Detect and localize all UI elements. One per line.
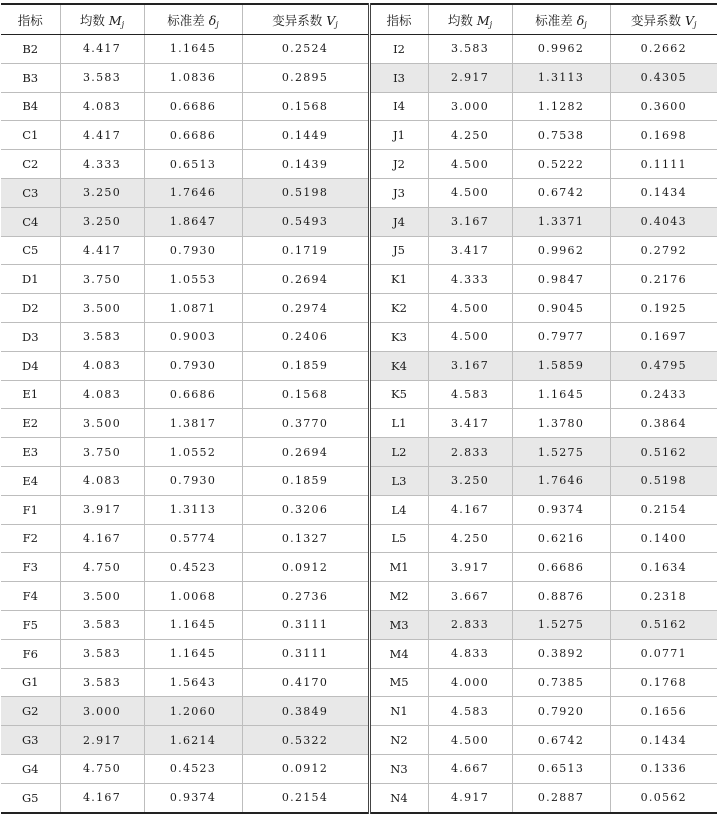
indicator-cell: C2	[1, 150, 60, 179]
cv-cell: 0.2406	[242, 322, 369, 351]
sd-cell: 0.4523	[144, 754, 242, 783]
indicator-cell: L1	[369, 409, 428, 438]
cv-cell: 0.2524	[242, 35, 369, 64]
indicator-cell: G4	[1, 754, 60, 783]
header-sd: 标准差 $\delta_j$	[512, 4, 610, 35]
indicator-cell: N1	[369, 697, 428, 726]
cv-cell: 0.2154	[610, 495, 717, 524]
cv-cell: 0.5162	[610, 438, 717, 467]
indicator-cell: E4	[1, 466, 60, 495]
table-row	[1, 35, 717, 64]
sd-cell: 1.5275	[512, 610, 610, 639]
cv-cell: 0.2176	[610, 265, 717, 294]
indicator-cell: L2	[369, 438, 428, 467]
sd-cell: 1.5275	[512, 438, 610, 467]
mean-cell: 4.500	[428, 294, 512, 323]
cv-cell: 0.3864	[610, 409, 717, 438]
cv-cell: 0.0912	[242, 553, 369, 582]
sd-cell: 0.7385	[512, 668, 610, 697]
mean-cell: 3.250	[60, 178, 144, 207]
mean-cell: 4.583	[428, 380, 512, 409]
cv-cell: 0.2154	[242, 783, 369, 812]
sd-cell: 1.3113	[144, 495, 242, 524]
table-row	[1, 726, 717, 755]
mean-cell: 4.083	[60, 380, 144, 409]
mean-cell: 3.250	[428, 466, 512, 495]
cv-cell: 0.1336	[610, 754, 717, 783]
indicator-cell: C1	[1, 121, 60, 150]
cv-cell: 0.4795	[610, 351, 717, 380]
indicator-cell: M5	[369, 668, 428, 697]
indicator-cell: C3	[1, 178, 60, 207]
cv-cell: 0.5198	[610, 466, 717, 495]
cv-cell: 0.3849	[242, 697, 369, 726]
sd-cell: 1.3780	[512, 409, 610, 438]
sd-cell: 1.3817	[144, 409, 242, 438]
cv-cell: 0.0562	[640, 791, 687, 805]
sd-cell: 0.6686	[144, 92, 242, 121]
sd-cell: 0.6513	[512, 754, 610, 783]
mean-cell: 3.417	[428, 236, 512, 265]
indicator-cell: K2	[369, 294, 428, 323]
mean-cell: 4.583	[428, 697, 512, 726]
header-row	[1, 4, 717, 35]
indicator-cell: J4	[369, 207, 428, 236]
mean-cell: 4.833	[428, 639, 512, 668]
mean-cell: 4.500	[428, 322, 512, 351]
cv-cell: 0.1719	[242, 236, 369, 265]
cv-cell: 0.1434	[610, 178, 717, 207]
sd-cell: 0.7977	[512, 322, 610, 351]
table-row	[1, 783, 717, 812]
mean-cell: 3.583	[60, 63, 144, 92]
sd-cell: 0.9374	[512, 495, 610, 524]
indicator-cell: N2	[369, 726, 428, 755]
mean-cell: 4.500	[428, 726, 512, 755]
sd-cell: 1.6214	[144, 726, 242, 755]
mean-cell: 4.167	[428, 495, 512, 524]
sd-cell: 0.7930	[144, 351, 242, 380]
indicator-cell: F1	[1, 495, 60, 524]
indicator-cell: J1	[369, 121, 428, 150]
sd-cell: 1.7646	[144, 178, 242, 207]
table-row	[1, 294, 717, 323]
sd-cell: 0.9045	[512, 294, 610, 323]
indicator-cell: I2	[369, 35, 428, 64]
mean-cell: 4.000	[428, 668, 512, 697]
indicator-cell: D2	[1, 294, 60, 323]
mean-cell: 3.000	[428, 92, 512, 121]
header-indicator: 指标	[369, 4, 428, 35]
cv-cell: 0.1439	[242, 150, 369, 179]
cv-cell: 0.1327	[242, 524, 369, 553]
cv-cell: 0.2694	[242, 265, 369, 294]
cv-cell: 0.4043	[610, 207, 717, 236]
mean-cell: 4.417	[60, 121, 144, 150]
table-row	[1, 466, 717, 495]
mean-cell: 4.250	[428, 121, 512, 150]
indicator-cell: E3	[1, 438, 60, 467]
table-row	[1, 524, 717, 553]
indicator-cell: F3	[1, 553, 60, 582]
table-row	[1, 351, 717, 380]
sd-cell: 1.1645	[144, 639, 242, 668]
indicator-cell: B2	[1, 35, 60, 64]
cv-cell: 0.0771	[610, 639, 717, 668]
statistics-table	[1, 3, 717, 814]
sd-cell: 0.9374	[144, 783, 242, 812]
indicator-cell: B4	[1, 92, 60, 121]
indicator-cell: F5	[1, 610, 60, 639]
indicator-cell: G3	[1, 726, 60, 755]
table-row	[1, 63, 717, 92]
cv-cell: 0.1568	[242, 380, 369, 409]
indicator-cell: M2	[369, 582, 428, 611]
indicator-cell: D3	[1, 322, 60, 351]
mean-cell: 4.083	[60, 351, 144, 380]
table-row	[1, 207, 717, 236]
indicator-cell: L4	[369, 495, 428, 524]
sd-cell: 0.5774	[144, 524, 242, 553]
cv-cell: 0.5322	[242, 726, 369, 755]
header-cv: 变异系数 $V_j$	[610, 4, 717, 35]
mean-cell: 2.833	[428, 438, 512, 467]
table-row	[1, 495, 717, 524]
sd-cell: 0.6686	[144, 121, 242, 150]
mean-cell: 4.083	[60, 466, 144, 495]
sd-cell: 1.0553	[144, 265, 242, 294]
indicator-cell: F2	[1, 524, 60, 553]
sd-cell: 1.0552	[144, 438, 242, 467]
indicator-cell: J5	[369, 236, 428, 265]
indicator-cell: K1	[369, 265, 428, 294]
cv-cell: 0.3206	[242, 495, 369, 524]
cv-cell: 0.3111	[242, 639, 369, 668]
table-row	[1, 610, 717, 639]
table-row	[1, 438, 717, 467]
indicator-cell: E1	[1, 380, 60, 409]
cv-cell: 0.1859	[242, 351, 369, 380]
cv-cell: 0.3770	[242, 409, 369, 438]
sd-cell: 1.1282	[512, 92, 610, 121]
sd-cell: 0.3892	[512, 639, 610, 668]
table-row	[1, 121, 717, 150]
sd-cell: 1.0068	[144, 582, 242, 611]
cv-cell: 0.2974	[242, 294, 369, 323]
mean-cell: 3.583	[60, 639, 144, 668]
table-row	[1, 639, 717, 668]
sd-cell: 0.9962	[512, 35, 610, 64]
cv-cell: 0.1768	[610, 668, 717, 697]
mean-cell: 3.750	[60, 265, 144, 294]
mean-cell: 4.167	[60, 783, 144, 812]
indicator-cell: E2	[1, 409, 60, 438]
indicator-cell: M1	[369, 553, 428, 582]
sd-cell: 1.2060	[144, 697, 242, 726]
sd-cell: 0.8876	[512, 582, 610, 611]
sd-cell: 0.7930	[144, 236, 242, 265]
mean-cell: 4.167	[60, 524, 144, 553]
table-row	[1, 754, 717, 783]
mean-cell: 4.333	[428, 265, 512, 294]
table-row	[1, 92, 717, 121]
indicator-cell: G2	[1, 697, 60, 726]
indicator-cell: D1	[1, 265, 60, 294]
sd-cell: 0.6742	[512, 178, 610, 207]
table-row	[1, 409, 717, 438]
sd-cell: 0.9962	[512, 236, 610, 265]
table-row	[1, 553, 717, 582]
sd-cell: 0.4523	[144, 553, 242, 582]
sd-cell: 0.6513	[144, 150, 242, 179]
sd-cell: 1.0871	[144, 294, 242, 323]
indicator-cell: I4	[369, 92, 428, 121]
mean-cell: 3.500	[60, 582, 144, 611]
indicator-cell: M4	[369, 639, 428, 668]
cv-cell: 0.1697	[610, 322, 717, 351]
mean-cell: 3.583	[60, 610, 144, 639]
mean-cell: 4.250	[428, 524, 512, 553]
table-row	[1, 697, 717, 726]
indicator-cell: N4	[369, 783, 428, 812]
sd-cell: 1.3371	[512, 207, 610, 236]
sd-cell: 1.1645	[512, 380, 610, 409]
header-mean: 均数 $M_j$	[60, 4, 144, 35]
mean-cell: 4.917	[428, 783, 512, 812]
mean-cell: 3.500	[60, 294, 144, 323]
sd-cell: 0.7930	[144, 466, 242, 495]
mean-cell: 4.750	[60, 553, 144, 582]
sd-cell: 0.2887	[512, 783, 610, 812]
cv-cell: 0.3111	[242, 610, 369, 639]
cv-cell: 0.1925	[610, 294, 717, 323]
sd-cell: 1.5643	[144, 668, 242, 697]
indicator-cell: C4	[1, 207, 60, 236]
table-row	[1, 322, 717, 351]
indicator-cell: I3	[369, 63, 428, 92]
sd-cell: 1.7646	[512, 466, 610, 495]
header-sd: 标准差 $\delta_j$	[144, 4, 242, 35]
cv-cell: 0.5198	[242, 178, 369, 207]
mean-cell: 3.417	[428, 409, 512, 438]
cv-cell: 0.1449	[242, 121, 369, 150]
cv-cell: 0.2318	[610, 582, 717, 611]
cv-cell: 0.1400	[610, 524, 717, 553]
indicator-cell: G1	[1, 668, 60, 697]
mean-cell: 4.667	[428, 754, 512, 783]
indicator-cell: F4	[1, 582, 60, 611]
indicator-cell: L3	[369, 466, 428, 495]
sd-cell: 0.9003	[144, 322, 242, 351]
mean-cell: 3.583	[428, 35, 512, 64]
mean-cell: 4.417	[60, 236, 144, 265]
cv-cell: 0.2895	[242, 63, 369, 92]
cv-cell: 0.0912	[242, 754, 369, 783]
cv-cell: 0.2792	[610, 236, 717, 265]
sd-cell: 0.5222	[512, 150, 610, 179]
cv-cell: 0.1698	[610, 121, 717, 150]
mean-cell: 3.917	[428, 553, 512, 582]
cv-cell: 0.1568	[242, 92, 369, 121]
table-row	[1, 236, 717, 265]
mean-cell: 3.167	[428, 351, 512, 380]
indicator-cell: F6	[1, 639, 60, 668]
indicator-cell: K5	[369, 380, 428, 409]
cv-cell: 0.2694	[242, 438, 369, 467]
mean-cell: 3.750	[60, 438, 144, 467]
indicator-cell: J3	[369, 178, 428, 207]
cv-cell: 0.2662	[610, 35, 717, 64]
header-indicator: 指标	[1, 4, 60, 35]
sd-cell: 1.0836	[144, 63, 242, 92]
mean-cell: 3.000	[60, 697, 144, 726]
table-row	[1, 668, 717, 697]
mean-cell: 4.417	[60, 35, 144, 64]
mean-cell: 3.917	[60, 495, 144, 524]
cv-cell: 0.4170	[242, 668, 369, 697]
header-cv: 变异系数 $V_j$	[242, 4, 369, 35]
sd-cell: 1.3113	[512, 63, 610, 92]
sd-cell: 1.5859	[512, 351, 610, 380]
table-body	[1, 35, 717, 813]
mean-cell: 3.500	[60, 409, 144, 438]
indicator-cell: L5	[369, 524, 428, 553]
indicator-cell: C5	[1, 236, 60, 265]
cv-cell: 0.4305	[610, 63, 717, 92]
cv-cell: 0.1111	[610, 150, 717, 179]
indicator-cell: M3	[369, 610, 428, 639]
sd-cell: 0.9847	[512, 265, 610, 294]
table-row	[1, 265, 717, 294]
mean-cell: 2.917	[60, 726, 144, 755]
mean-cell: 3.250	[60, 207, 144, 236]
sd-cell: 0.6686	[144, 380, 242, 409]
indicator-cell: D4	[1, 351, 60, 380]
mean-cell: 2.833	[428, 610, 512, 639]
cv-cell: 0.1859	[242, 466, 369, 495]
mean-cell: 2.917	[428, 63, 512, 92]
sd-cell: 0.6686	[512, 553, 610, 582]
mean-cell: 3.167	[428, 207, 512, 236]
header-mean: 均数 $M_j$	[428, 4, 512, 35]
mean-cell: 4.500	[428, 150, 512, 179]
cv-cell: 0.1634	[610, 553, 717, 582]
table-row	[1, 582, 717, 611]
mean-cell: 4.083	[60, 92, 144, 121]
table-row	[1, 380, 717, 409]
mean-cell: 3.583	[60, 668, 144, 697]
indicator-cell: K3	[369, 322, 428, 351]
mean-cell: 3.583	[60, 322, 144, 351]
sd-cell: 0.6742	[512, 726, 610, 755]
indicator-cell: J2	[369, 150, 428, 179]
sd-cell: 1.1645	[144, 35, 242, 64]
sd-cell: 1.1645	[144, 610, 242, 639]
cv-cell: 0.5493	[242, 207, 369, 236]
mean-cell: 4.500	[428, 178, 512, 207]
cv-cell: 0.2736	[242, 582, 369, 611]
mean-cell: 4.750	[60, 754, 144, 783]
cv-cell: 0.1656	[610, 697, 717, 726]
table-row	[1, 150, 717, 179]
cv-cell: 0.5162	[610, 610, 717, 639]
sd-cell: 0.7920	[512, 697, 610, 726]
indicator-cell: N3	[369, 754, 428, 783]
indicator-cell: K4	[369, 351, 428, 380]
cv-cell: 0.2433	[610, 380, 717, 409]
mean-cell: 3.667	[428, 582, 512, 611]
indicator-cell: B3	[1, 63, 60, 92]
cv-cell: 0.3600	[610, 92, 717, 121]
mean-cell: 4.333	[60, 150, 144, 179]
indicator-cell: G5	[1, 783, 60, 812]
sd-cell: 0.6216	[512, 524, 610, 553]
sd-cell: 0.7538	[512, 121, 610, 150]
sd-cell: 1.8647	[144, 207, 242, 236]
cv-cell: 0.1434	[610, 726, 717, 755]
table-row	[1, 178, 717, 207]
